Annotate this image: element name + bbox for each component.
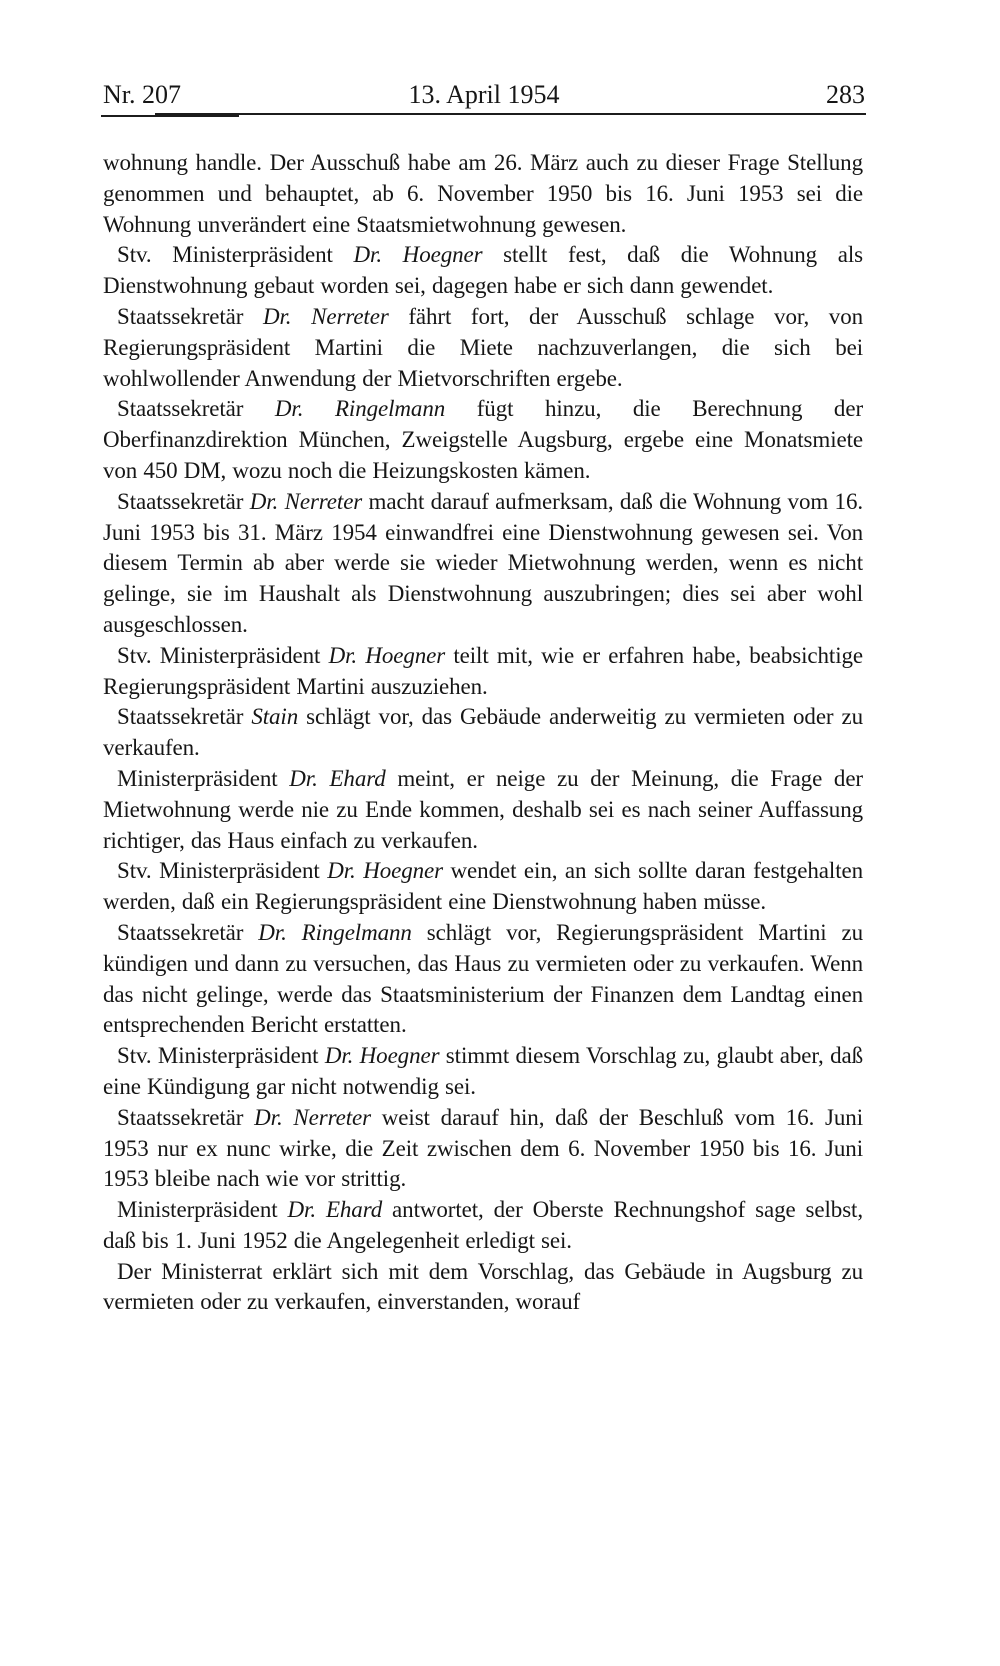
text-run: macht darauf aufmerksam, daß die Wohnung vom 16. Juni 1953 bis 31. März 1954 einwandfrei eine Dienstwohnung gewesen sei. Von diesem Termin ab aber werde sie wieder Mietwohnung werden, wenn es nicht gelinge, sie im Haushalt als Dienstwohnung auszubringen; dies sei aber wohl ausgeschlossen.	[103, 488, 864, 637]
paragraph	[103, 302, 863, 394]
text-run: Stv. Ministerpräsident	[117, 642, 329, 668]
text-run: antwortet, der Oberste Rechnungshof sage selbst, daß bis 1. Juni 1952 die Angelegenheit erledigt sei.	[103, 1197, 863, 1253]
speaker-name: Dr. Hoegner	[324, 1043, 440, 1069]
text-run: weist darauf hin, daß der Beschluß vom 16. Juni 1953 nur ex nunc wirke, die Zeit zwischen dem 6. November 1950 bis 16. Juni 1953 bleibe nach wie vor strittig.	[103, 1104, 863, 1192]
speaker-name: Dr. Hoegner	[328, 642, 446, 668]
text-run: Der Ministerrat erklärt sich mit dem Vorschlag, das Gebäude in Augsburg zu vermieten oder zu verkaufen, einverstanden, worauf	[103, 1258, 863, 1315]
speaker-name: Dr. Hoegner	[327, 858, 443, 884]
text-run: teilt mit, wie er erfahren habe, beabsichtige Regierungspräsident Martini auszuziehen.	[103, 642, 863, 699]
text-run: Staatssekretär	[117, 1104, 255, 1130]
speaker-name: Dr. Ehard	[289, 765, 386, 791]
text-run: schlägt vor, Regierungspräsident Martini zu kündigen und dann zu versuchen, das Haus zu vermieten oder zu verkaufen. Wenn das nicht gelinge, werde das Staatsministerium der Finanzen dem Landtag einen entsprechenden Bericht erstatten.	[103, 919, 863, 1038]
speaker-name: Dr. Ehard	[287, 1197, 383, 1223]
speaker-name: Dr. Hoegner	[353, 242, 483, 268]
paragraph	[103, 1257, 863, 1319]
text-run: Staatssekretär	[117, 396, 275, 422]
paragraph	[103, 1041, 863, 1103]
text-run: Staatssekretär	[117, 704, 252, 730]
speaker-name: Dr. Nerreter	[263, 303, 389, 329]
text-run: Staatssekretär	[117, 303, 263, 329]
text-run: stimmt diesem Vorschlag zu, glaubt aber, daß eine Kündigung gar nicht notwendig sei.	[103, 1043, 863, 1099]
header-rule-left-segment	[101, 115, 239, 117]
paragraph	[103, 240, 863, 302]
speaker-name: Stain	[251, 704, 299, 730]
paragraph	[103, 918, 863, 1041]
text-run: fügt hinzu, die Berechnung der Oberfinanzdirektion München, Zweigstelle Augsburg, ergebe eine Monatsmiete von 450 DM, wozu noch die Heizungskosten kämen.	[103, 396, 864, 483]
text-run: Stv. Ministerpräsident	[117, 1043, 325, 1069]
speaker-name: Dr. Nerreter	[254, 1104, 371, 1130]
header-page-number: 283	[826, 80, 865, 109]
speaker-name: Dr. Nerreter	[249, 488, 363, 514]
text-run: stellt fest, daß die Wohnung als Dienstwohnung gebaut worden sei, dagegen habe er sich dann gewendet.	[103, 242, 864, 299]
text-run: wohnung handle. Der Ausschuß habe am 26. März auch zu dieser Frage Stellung genommen und behauptet, ab 6. November 1950 bis 16. Juni 1953 sei die Wohnung unverändert eine Staatsmietwohnung gewesen.	[103, 150, 863, 237]
text-run: Ministerpräsident	[117, 765, 290, 791]
paragraph	[103, 394, 863, 486]
text-run: wendet ein, an sich sollte daran festgehalten werden, daß ein Regierungspräsident eine Dienstwohnung haben müsse.	[103, 858, 864, 915]
paragraph	[103, 641, 863, 703]
running-header	[103, 80, 865, 110]
body-text	[103, 148, 863, 1318]
paragraph	[103, 1195, 863, 1257]
paragraph	[103, 702, 863, 764]
header-rule-right-segment	[155, 113, 866, 115]
speaker-name: Dr. Ringelmann	[274, 396, 446, 422]
text-run: Staatssekretär	[117, 919, 259, 945]
speaker-name: Dr. Ringelmann	[258, 919, 412, 945]
text-run: Ministerpräsident	[117, 1197, 288, 1223]
text-run: fährt fort, der Ausschuß schlage vor, von Regierungspräsident Martini die Miete nachzuverlangen, die sich bei wohlwollender Anwendung der Mietvorschriften ergebe.	[103, 303, 863, 391]
paragraph	[103, 856, 863, 918]
text-run: Stv. Ministerpräsident	[117, 858, 328, 884]
text-run: Stv. Ministerpräsident	[117, 242, 354, 268]
header-date: 13. April 1954	[408, 80, 560, 109]
text-run: meint, er neige zu der Meinung, die Frage der Mietwohnung werde nie zu Ende kommen, deshalb sei es nach seiner Auffassung richtiger, das Haus einfach zu verkaufen.	[103, 765, 863, 853]
paragraph	[103, 764, 863, 856]
text-run: schlägt vor, das Gebäude anderweitig zu vermieten oder zu verkaufen.	[103, 704, 863, 761]
paragraph	[103, 148, 863, 240]
header-issue-number: Nr. 207	[103, 80, 181, 109]
paragraph	[103, 487, 863, 641]
text-run: Staatssekretär	[117, 488, 250, 514]
paragraph	[103, 1103, 863, 1195]
